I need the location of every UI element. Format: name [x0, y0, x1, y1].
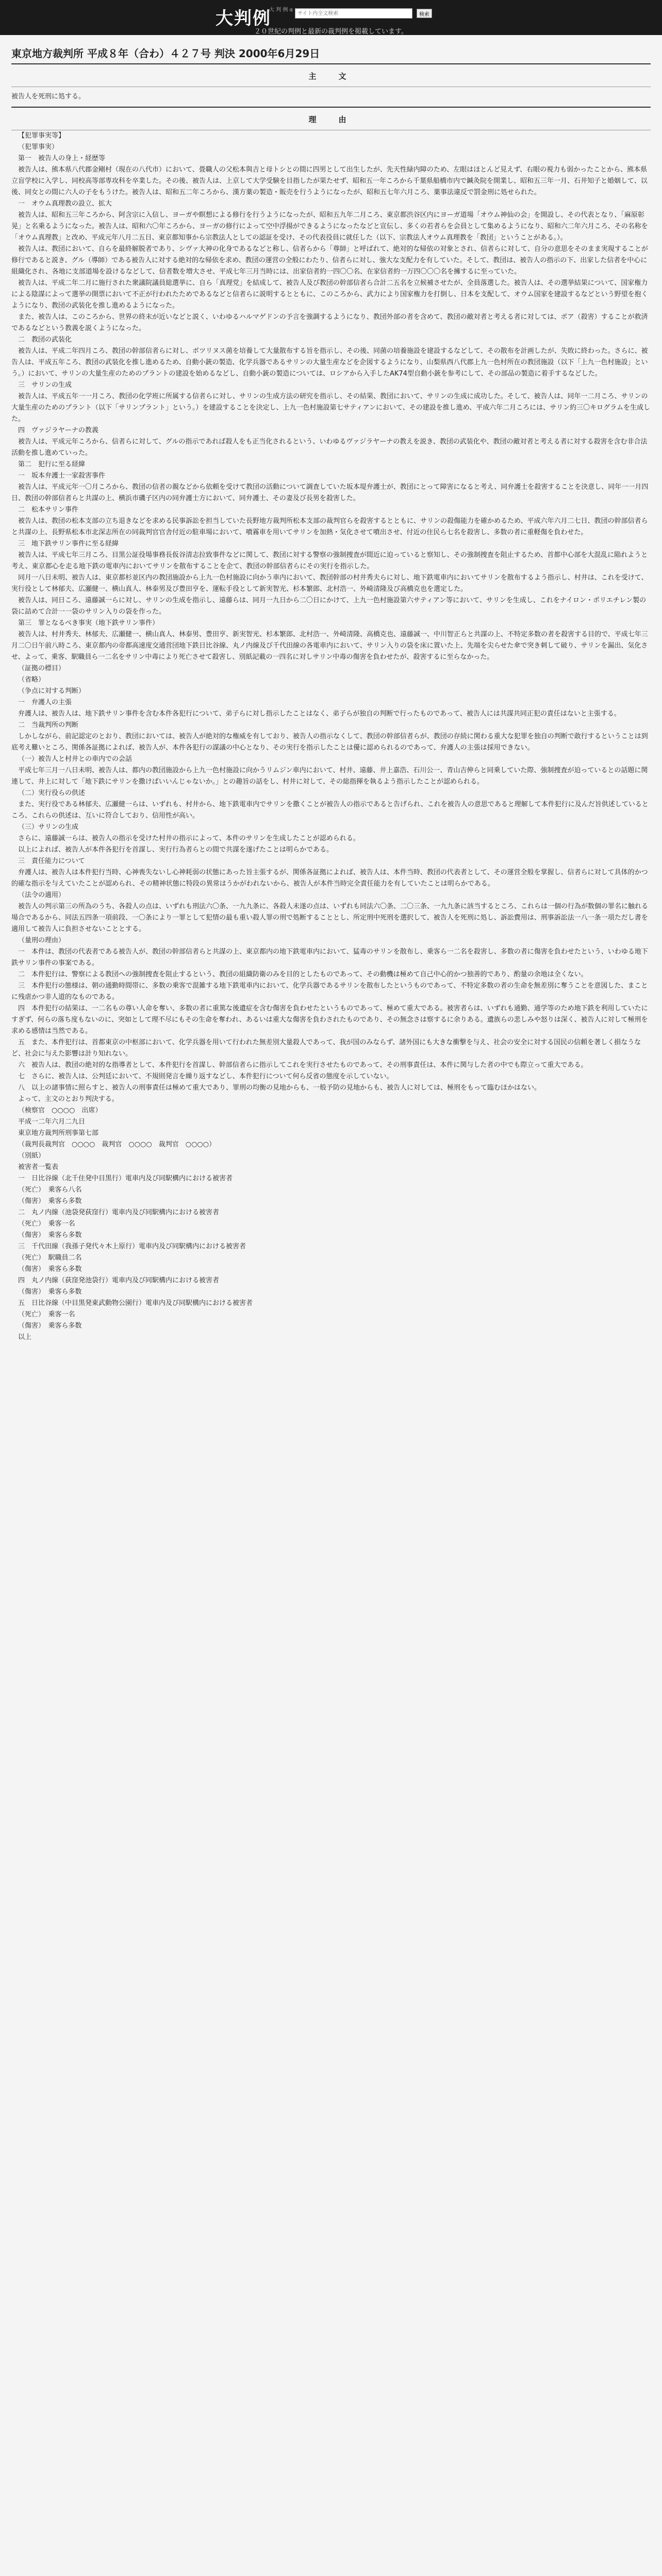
judgment-paragraph: （一）被告人と村井との車内での会話 — [18, 755, 133, 763]
judgment-paragraph: 以上 — [18, 1333, 32, 1341]
judgment-paragraph: （量刑の理由） — [18, 937, 65, 944]
judgment-paragraph: よって、主文のとおり判決する。 — [18, 1095, 119, 1103]
judgment-paragraph: 第三 罪となるべき事実（地下鉄サリン事件） — [18, 619, 159, 627]
judgment-paragraph: （死亡） 乗客一名 — [18, 1220, 75, 1228]
judgment-paragraph: 【犯罪事実等】 — [18, 132, 65, 140]
judgment-paragraph: （傷害） 乗客ら多数 — [18, 1197, 82, 1205]
judgment-paragraph: また、被告人は、このころから、世界の終末が近いなどと説く、いわゆるハルマゲドンの予言を強調するようになり、教団外部の者を含めて、教団の敵対者と考える者に対しては、ポア（殺害）することが救済であるなどという教義を説くようになった。 — [11, 313, 648, 332]
judgment-paragraph: 二 本件犯行は、警察による教団への強制捜査を阻止するという、教団の組織防衛のみを目的としたものであって、その動機は極めて自己中心的かつ独善的であり、酌量の余地は全くない。 — [18, 971, 588, 978]
judgment-paragraph: 第一 被告人の身上・経歴等 — [18, 155, 106, 162]
judgment-paragraph: 一 本件は、教団の代表者である被告人が、教団の幹部信者らと共謀の上、東京都内の地下鉄電車内において、猛毒のサリンを散布し、乗客ら一二名を殺害し、多数の者に傷害を負わせたという、いわゆる地下鉄サリン事件の事案である。 — [11, 948, 648, 967]
judgment-paragraph: 被告人は、平成元年一〇月ころから、教団の信者の親などから依頼を受けて教団の活動について調査していた坂本堤弁護士が、教団にとって障害になると考え、同弁護士を殺害することを決意し、同年一一月四日、教団の幹部信者らと共謀の上、横浜市磯子区内の同弁護士方において、同弁護士、その妻及び長男を殺害した。 — [11, 483, 649, 502]
reasons-heading: 理 由 — [308, 115, 354, 124]
title-divider — [11, 63, 651, 64]
site-header — [0, 0, 662, 35]
judgment-paragraph: しかしながら、前記認定のとおり、教団においては、被告人が絶対的な権威を有しており、被告人の指示なくして、教団の幹部信者らが、教団の存続に関わる重大な犯罪を独自の判断で敢行するということは到底考え難いところ、関係各証拠によれば、被告人が、本件各犯行の謀議の中心となり、その実行を指示したことは優に認められるのであって、弁護人の主張は採用できない。 — [11, 733, 648, 752]
judgment-paragraph: 二 松本サリン事件 — [18, 506, 79, 514]
judgment-paragraph: 三 サリンの生成 — [18, 381, 72, 389]
judgment-paragraph: （二）実行役らの供述 — [18, 789, 86, 797]
judgment-paragraph: 一 日比谷線（北千住発中目黒行）電車内及び同駅構内における被害者 — [18, 1175, 233, 1182]
judgment-paragraph: 被告人は、村井秀夫、林郁夫、広瀬健一、横山真人、林泰男、豊田亨、新実智光、杉本繁郎、北村浩一、外崎清隆、高橋克也、遠藤誠一、中川智正らと共謀の上、不特定多数の者を殺害する目的で、平成七年三月二〇日午前八時ころ、東京都内の帝都高速度交通営団地下鉄日比谷線、丸ノ内線及び千代田線の各電車内において、サリン入りの袋を床に置いた上、先端を尖らせた傘で突き刺して破り、サリンを漏出、気化させ、よって、乗客、駅職員ら一二名をサリン中毒により死亡させて殺害し、別紙記載の一四名に対しサリン中毒の傷害を負わせたが、殺害するに至らなかった。 — [11, 631, 648, 661]
judgment-paragraph: （死亡） 乗客ら八名 — [18, 1186, 82, 1194]
judgment-paragraph: 五 また、本件犯行は、首都東京の中枢部において、化学兵器を用いて行われた無差別大量殺人であって、我が国のみならず、諸外国にも大きな衝撃を与え、社会の安全に対する国民の信頼を著しく損なうなど、社会に与えた影響は計り知れない。 — [11, 1039, 641, 1058]
judgment-paragraph: 三 責任能力について — [18, 857, 85, 865]
judgment-paragraph: 七 さらに、被告人は、公判廷において、不規則発言を繰り返すなどし、本件犯行について何ら反省の態度を示していない。 — [18, 1073, 393, 1080]
judgment-paragraph: 二 当裁判所の判断 — [18, 721, 79, 729]
judgment-paragraph: 一 弁護人の主張 — [18, 699, 72, 706]
judgment-paragraph: 五 日比谷線（中目黒発東武動物公園行）電車内及び同駅構内における被害者 — [18, 1299, 253, 1307]
judgment-paragraph: 被告人は、同日ころ、遠藤誠一らに対し、サリンの生成を指示し、遠藤らは、同月一九日から二〇日にかけて、上九一色村施設第六サティアン等において、サリンを生成し、これをナイロン・ポリエチレン製の袋に詰めて合計一一袋のサリン入りの袋を作った。 — [11, 597, 647, 616]
judgment-paragraph: （裁判長裁判官 ○○○○ 裁判官 ○○○○ 裁判官 ○○○○） — [18, 1141, 216, 1148]
judgment-paragraph: （省略） — [18, 676, 45, 684]
site-logo-subtitle: 大 判 例 α — [269, 7, 293, 13]
judgment-paragraph: 一 坂本弁護士一家殺害事件 — [18, 472, 106, 480]
judgment-paragraph: 被告人は、平成二年四月ころ、教団の幹部信者らに対し、ボツリヌス菌を培養して大量散布する旨を指示し、その後、同菌の培養施設を建設するなどして、その散布を計画したが、失敗に終わった。さらに、被告人は、平成五年ころ、教団の武装化を推し進めるため、自動小銃の製造、化学兵器であるサリンの大量生産などを企図するようになり、山梨県西八代郡上九一色村所在の教団施設（以下「上九一色村施設」という。）において、サリンの大量生産のためのプラントの建設を始めるなどし、自動小銃の製造については、ロシアから入手したAK74型自動小銃を参考にして、その部品の製造に着手するなどした。 — [11, 347, 648, 378]
judgment-paragraph: 被告人は、教団において、自らを最終解脱者であり、シヴァ大神の化身であるなどと称し、信者らから「尊師」と呼ばれて、絶対的な帰依の対象とされ、信者らに対して、自分の意思をそのまま実現することが修行であると説き、グル（導師）である被告人に対する絶対的な帰依を求め、教団の運営の全般にわたり、信者らに対し、強大な支配力を有していた。そして、教団は、被告人の指示の下、出家した信者を中心に組織化され、各地に支部道場を設けるなどして、信者数を増大させ、平成七年三月当時には、出家信者約一四〇〇名、在家信者約一万四〇〇〇名を擁するに至っていた。 — [11, 245, 648, 276]
judgment-body — [11, 130, 651, 1343]
judgment-paragraph: 被告人の判示第三の所為のうち、各殺人の点は、いずれも刑法六〇条、一九九条に、各殺人未遂の点は、いずれも同法六〇条、二〇三条、一九九条に該当するところ、これらは一個の行為が数個の罪名に触れる場合であるから、同法五四条一項前段、一〇条により一罪として犯情の最も重い殺人罪の刑で処断することとし、所定刑中死刑を選択して、被告人を死刑に処し、訴訟費用は、刑事訴訟法一八一条一項ただし書を適用して被告人に負担させないこととする。 — [11, 903, 649, 933]
judgment-paragraph: （傷害） 乗客ら多数 — [18, 1288, 82, 1296]
judgment-paragraph: （証拠の標目） — [18, 665, 65, 672]
judgment-paragraph: 三 千代田線（我孫子発代々木上原行）電車内及び同駅構内における被害者 — [18, 1243, 246, 1250]
judgment-paragraph: 平成七年三月一八日未明、被告人は、都内の教団施設から上九一色村施設に向かうリムジン車内において、村井、遠藤、井上嘉浩、石川公一、青山吉伸らと同乗していた際、強制捜査が迫っているとの話題に関連して、井上に対して「地下鉄にサリンを撒けばいいんじゃないか。」との趣旨の話をし、村井に対して、その総指揮を執るよう指示したことが認められる。 — [11, 767, 648, 786]
judgment-paragraph: 六 被告人は、教団の絶対的な指導者として、本件犯行を首謀し、幹部信者らに指示してこれを実行させたものであって、その刑事責任は、本件に関与した者の中でも際立って重大である。 — [18, 1061, 588, 1069]
judgment-paragraph: 平成一二年六月二九日 — [18, 1118, 86, 1126]
site-logo[interactable]: 大判例 — [216, 8, 271, 29]
judgment-paragraph: 被告人は、平成七年三月ころ、目黒公証役場事務長仮谷清志拉致事件などに関して、教団に対する警察の強制捜査が間近に迫っていると察知し、その強制捜査を阻止するため、首都中心部を大混乱に陥れようと考え、東京都心を走る地下鉄の電車内においてサリンを散布することを企て、教団の幹部信者らにその実行を指示した。 — [11, 551, 648, 570]
judgment-paragraph: 四 本件犯行の結果は、一二名もの尊い人命を奪い、多数の者に重篤な後遺症を含む傷害を負わせたというものであって、極めて重大である。被害者らは、いずれも通勤、通学等のため地下鉄を利用していたにすぎず、何らの落ち度もないのに、突如として理不尽にもその生命を奪われ、あるいは重大な傷害を負わされたものであり、その無念さは察するに余りある。遺族らの悲しみや怒りは深く、被告人に対して極刑を求める感情は当然である。 — [11, 1005, 648, 1035]
judgment-paragraph: （傷害） 乗客ら多数 — [18, 1322, 82, 1330]
judgment-paragraph: （別紙） — [18, 1152, 45, 1160]
judgment-paragraph: 二 丸ノ内線（池袋発荻窪行）電車内及び同駅構内における被害者 — [18, 1209, 220, 1216]
judgment-paragraph: 四 丸ノ内線（荻窪発池袋行）電車内及び同駅構内における被害者 — [18, 1277, 220, 1284]
judgment-paragraph: 三 本件犯行の態様は、朝の通勤時間帯に、多数の乗客で混雑する地下鉄電車内において、化学兵器であるサリンを散布したというものであって、不特定多数の者の生命を無差別に奪うことを意図した、まことに残虐かつ非人道的なものである。 — [11, 982, 648, 1001]
judgment-paragraph: 同月一八日未明、被告人は、東京都杉並区内の教団施設から上九一色村施設に向かう車内において、教団幹部の村井秀夫らに対し、地下鉄電車内においてサリンを散布するよう指示し、村井は、これを受けて、実行役として林郁夫、広瀬健一、横山真人、林泰男及び豊田亨を、運転手役として新実智光、杉本繁郎、北村浩一、外崎清隆及び高橋克也を選定した。 — [11, 574, 648, 593]
judgment-paragraph: 八 以上の諸事情に照らすと、被告人の刑事責任は極めて重大であり、罪刑の均衡の見地からも、一般予防の見地からも、被告人に対しては、極刑をもって臨むほかはない。 — [18, 1084, 541, 1092]
site-tagline: ２０世紀の判例と最新の裁判例を掲載しています。 — [254, 28, 408, 36]
judgment-paragraph: （三）サリンの生成 — [18, 823, 79, 831]
judgment-paragraph: 被告人は、平成元年ころから、信者らに対して、グルの指示であれば殺人をも正当化されるという、いわゆるヴァジラヤーナの教えを説き、教団の武装化や、教団の敵対者と考える者に対する殺害を含む非合法活動を推し進めていった。 — [11, 438, 648, 457]
judgment-paragraph: 被告人は、平成五年一一月ころ、教団の化学班に所属する信者らに対し、サリンの生成方法の研究を指示し、その結果、教団において、サリンの生成に成功した。そして、被告人は、同年一二月ころ、サリンの大量生産のためのプラント（以下「サリンプラント」という。）を建設することを決定し、上九一色村施設第七サティアンにおいて、その建設を推し進め、平成六年二月ころには、サリン約三〇キログラムを生成した。 — [11, 393, 651, 423]
main-text: 被告人を死刑に処する。 — [11, 93, 86, 100]
judgment-paragraph: （傷害） 乗客ら多数 — [18, 1265, 82, 1273]
judgment-paragraph: 被告人は、平成二年二月に施行された衆議院議員総選挙に、自ら「真理党」を結成して、被告人及び教団の幹部信者ら合計二五名を立候補させたが、全員落選した。被告人は、その選挙結果について、国家権力による陰謀によって選挙の開票において不正が行われたためであるなどと信者らに説明するとともに、このころから、武力により国家権力を打倒し、日本を支配して、オウム国家を建設するなどという野望を抱くようになり、教団の武装化を推し進めるようになった。 — [11, 279, 648, 310]
judgment-paragraph: また、実行役である林郁夫、広瀬健一らは、いずれも、村井から、地下鉄電車内でサリンを撒くことが被告人の指示であると告げられ、これを被告人の意思であると理解して本件犯行に及んだ旨供述しているところ、これらの供述は、互いに符合しており、信用性が高い。 — [11, 801, 649, 820]
judgment-paragraph: 被害者一覧表 — [18, 1163, 59, 1171]
search-button[interactable]: 検索 — [417, 9, 432, 18]
judgment-paragraph: （争点に対する判断） — [18, 687, 86, 695]
main-text-heading: 主 文 — [308, 72, 354, 81]
judgment-paragraph: 二 教団の武装化 — [18, 336, 72, 344]
main-content — [11, 45, 651, 1343]
reasons-divider-top — [11, 107, 651, 108]
judgment-paragraph: 弁護人は、被告人は本件犯行当時、心神喪失ないし心神耗弱の状態にあった旨主張するが、関係各証拠によれば、被告人は、本件当時、教団の代表者として、その運営全般を掌握し、信者らに対して具体的かつ的確な指示を与えていたことが認められ、その精神状態に特段の異常はうかがわれないから、被告人が本件当時完全責任能力を有していたことは明らかである。 — [11, 869, 648, 888]
judgment-paragraph: （検察官 ○○○○ 出席） — [18, 1107, 102, 1114]
judgment-paragraph: 四 ヴァジラヤーナの教義 — [18, 427, 98, 434]
judgment-paragraph: （法令の適用） — [18, 891, 65, 899]
judgment-paragraph: 弁護人は、被告人は、地下鉄サリン事件を含む本件各犯行について、弟子らに対し指示したことはなく、弟子らが独自の判断で行ったものであって、被告人には共謀共同正犯の責任はないと主張する。 — [18, 710, 621, 718]
judgment-paragraph: （死亡） 駅職員二名 — [18, 1254, 82, 1262]
judgment-paragraph: （犯罪事実） — [18, 143, 59, 151]
judgment-paragraph: 三 地下鉄サリン事件に至る経緯 — [18, 540, 119, 548]
judgment-paragraph: （傷害） 乗客ら多数 — [18, 1231, 82, 1239]
judgment-paragraph: 第二 犯行に至る経緯 — [18, 461, 86, 468]
judgment-paragraph: 被告人は、昭和五三年ころから、阿含宗に入信し、ヨーガや瞑想による修行を行うようになったが、昭和五九年二月ころ、東京都渋谷区内にヨーガ道場「オウム神仙の会」を開設し、その代表となり、「麻原彰晃」と名乗るようになった。被告人は、昭和六〇年ころから、ヨーガの修行によって空中浮揚ができるようになったなどと宣伝し、多くの若者らを会員として集めるようになり、昭和六二年六月ころ、その名称を「オウム真理教」と改め、平成元年八月二五日、東京都知事から宗教法人としての認証を受け、その代表役員に就任した（以下、宗教法人オウム真理教を「教団」ということがある。）。 — [11, 211, 648, 242]
judgment-paragraph: 被告人は、教団の松本支部の立ち退きなどを求める民事訴訟を担当していた長野地方裁判所松本支部の裁判官らを殺害するとともに、サリンの殺傷能力を確かめるため、平成六年六月二七日、教団の幹部信者らと共謀の上、長野県松本市北深志所在の同裁判官官舎付近の駐車場において、噴霧車を用いてサリンを加熱・気化させて噴出させ、付近の住民ら七名を殺害し、多数の者に重軽傷を負わせた。 — [11, 517, 648, 536]
search-input[interactable] — [295, 8, 412, 19]
case-title: 東京地方裁判所 平成８年（合わ）４２７号 判決 2000年6月29日 — [11, 47, 320, 60]
judgment-paragraph: 一 オウム真理教の設立、拡大 — [18, 200, 112, 208]
judgment-paragraph: （死亡） 乗客一名 — [18, 1311, 75, 1318]
judgment-paragraph: さらに、遠藤誠一らは、被告人の指示を受けた村井の指示によって、本件のサリンを生成したことが認められる。 — [18, 835, 360, 842]
search-bar — [295, 8, 432, 19]
judgment-paragraph: 被告人は、熊本県八代郡金剛村（現在の八代市）において、畳職人の父松本與吉と母トシとの間に四男として出生したが、先天性緑内障のため、左眼はほとんど見えず、右眼の視力も弱かったことから、熊本県立盲学校に入学し、同校高等部専攻科を卒業した。その後、被告人は、上京して大学受験を目指したが果たせず、昭和五一年ころから千葉県船橋市内で鍼灸院を開業し、昭和五三年一月、石井知子と婚姻して、以後、同女との間に六人の子をもうけた。被告人は、昭和五二年ころから、漢方薬の製造・販売を行うようになったが、昭和五七年六月ころ、薬事法違反で罰金刑に処せられた。 — [11, 166, 648, 196]
judgment-paragraph: 以上によれば、被告人が本件各犯行を首謀し、実行行為者らとの間で共謀を遂げたことは明らかである。 — [18, 846, 334, 854]
judgment-paragraph: 東京地方裁判所刑事第七部 — [18, 1129, 99, 1137]
